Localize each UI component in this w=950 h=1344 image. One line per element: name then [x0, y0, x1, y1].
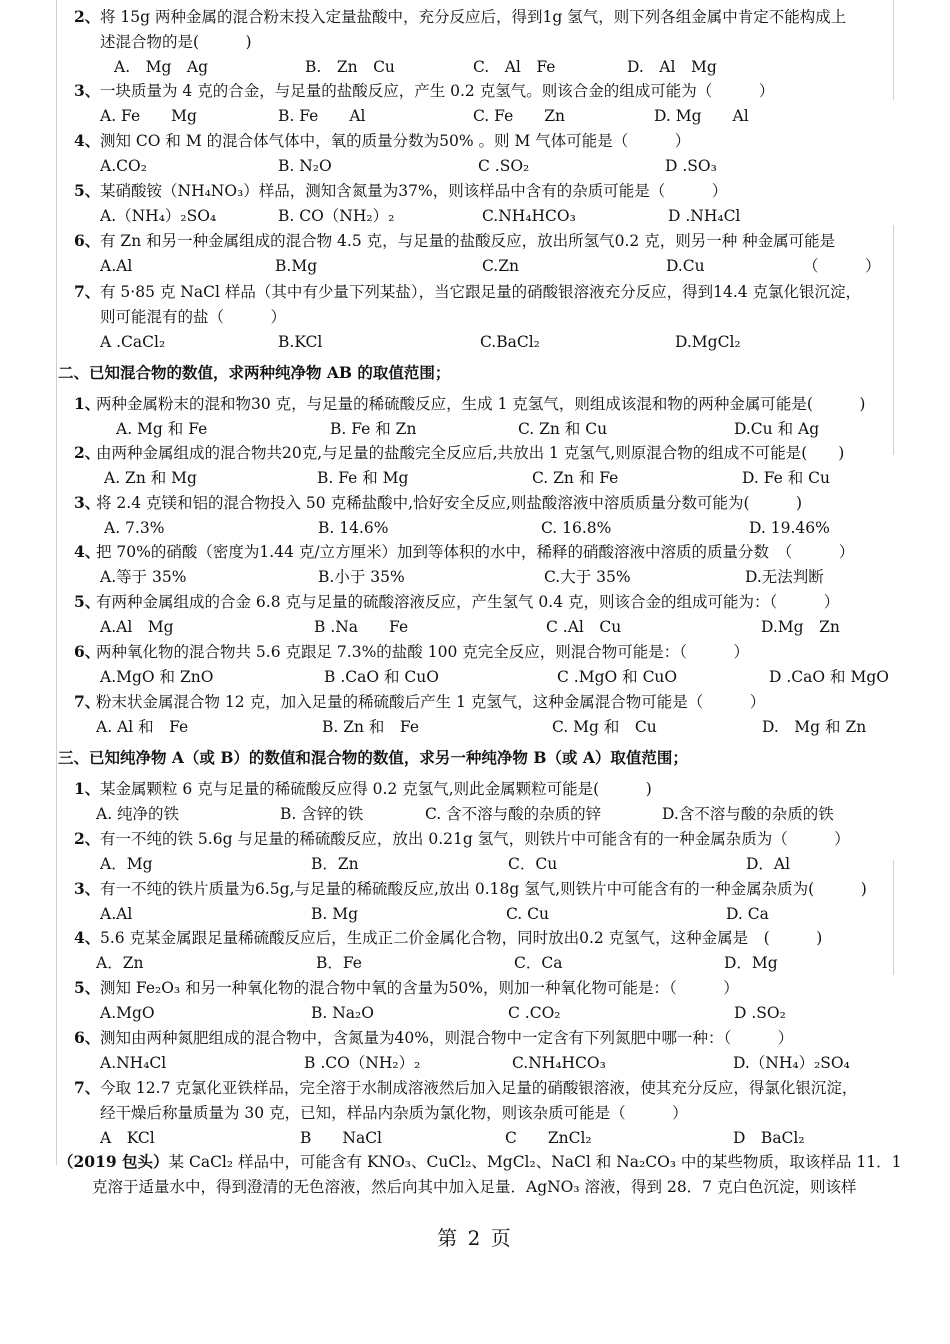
question-text: 某硝酸铵（NH₄NO₃）样品，测知含氮量为37%，则该样品中含有的杂质可能是（ ）	[100, 182, 728, 200]
answer-option: A. 纯净的铁	[96, 805, 180, 823]
frame-left-line	[56, 0, 57, 1165]
answer-option: A.NH₄Cl	[100, 1054, 167, 1072]
source-tag: （2019 包头）	[58, 1152, 169, 1171]
answer-option: B. N₂O	[278, 157, 332, 175]
answer-option: D .SO₃	[665, 157, 717, 175]
answer-option: D .CaO 和 MgO	[769, 668, 889, 686]
question-number: 7、	[74, 692, 101, 711]
answer-option: B. Fe 和 Mg	[317, 469, 409, 487]
answer-option: C.NH₄HCO₃	[512, 1054, 606, 1072]
answer-option: D.Mg Zn	[761, 618, 840, 636]
answer-option: C．Ca	[514, 954, 563, 972]
answer-option: B. Na₂O	[311, 1004, 374, 1022]
question-number: 5、	[74, 181, 101, 200]
answer-option: B.Mg	[275, 257, 318, 275]
answer-option: D. Mg Al	[654, 107, 749, 125]
answer-option: B.KCl	[278, 333, 323, 351]
question-text: 有两种金属组成的合金 6.8 克与足量的硫酸溶液反应，产生氢气 0.4 克，则该合金的组成可能为：（ ）	[96, 593, 840, 611]
answer-option: A.MgO 和 ZnO	[100, 668, 214, 686]
question-text: 测知由两种氮肥组成的混合物中，含氮量为40%，则混合物中一定含有下列氮肥中哪一种：（ ）	[100, 1029, 794, 1047]
answer-option: D.Cu 和 Ag	[734, 420, 820, 438]
answer-option: A.（NH₄）₂SO₄	[100, 207, 217, 225]
answer-option: D.MgCl₂	[675, 333, 741, 351]
answer-option: C. Fe Zn	[473, 107, 565, 125]
answer-option: B. 含锌的铁	[280, 805, 364, 823]
answer-option: B. CO（NH₂）₂	[278, 207, 395, 225]
question-number: 1、	[74, 779, 101, 798]
answer-option: D.Cu	[666, 257, 705, 275]
answer-option: A.MgO	[100, 1004, 155, 1022]
question-text-continued: 述混合物的是( )	[100, 33, 252, 51]
answer-option: B.小于 35%	[318, 568, 405, 586]
answer-option: B. 14.6%	[318, 519, 389, 537]
answer-paren: （ ）	[803, 257, 881, 275]
question-text: 粉末状金属混合物 12 克，加入足量的稀硫酸后产生 1 克氢气，这种金属混合物可能是（ ）	[96, 693, 766, 711]
answer-option: D. Al Mg	[627, 58, 717, 76]
question-number: 2、	[74, 829, 101, 848]
question-text: 将 2.4 克镁和铝的混合物投入 50 克稀盐酸中,恰好安全反应,则盐酸溶液中溶质质量分数可能为( )	[96, 494, 803, 512]
question-text: 一块质量为 4 克的合金，与足量的盐酸反应，产生 0.2 克氢气。则该合金的组成可能为（ ）	[100, 82, 775, 100]
question-text: 有一不纯的铁 5.6g 与足量的稀硫酸反应，放出 0.21g 氢气，则铁片中可能含有的一种金属杂质为（ ）	[100, 830, 850, 848]
answer-option: A.等于 35%	[100, 568, 187, 586]
question-number: 4、	[74, 542, 101, 561]
answer-option: C.大于 35%	[544, 568, 631, 586]
answer-option: B. Mg	[311, 905, 359, 923]
answer-option: D.无法判断	[745, 568, 824, 586]
answer-option: A.Al	[100, 905, 133, 923]
question-text: 某金属颗粒 6 克与足量的稀硫酸反应得 0.2 克氢气,则此金属颗粒可能是( )	[100, 780, 652, 798]
question-number: 1、	[74, 394, 101, 413]
question-number: 7、	[74, 282, 101, 301]
answer-option: D．Al	[746, 855, 791, 873]
answer-option: A. Al 和 Fe	[96, 718, 189, 736]
question-text: 将 15g 两种金属的混合粉末投入定量盐酸中，充分反应后，得到1g 氢气，则下列各组金属中肯定不能构成上	[100, 8, 847, 26]
answer-option: C. Mg 和 Cu	[552, 718, 657, 736]
question-number: 5、	[74, 978, 101, 997]
answer-option: A.CO₂	[100, 157, 147, 175]
answer-option: D. Fe 和 Cu	[742, 469, 831, 487]
answer-option: D．Mg	[724, 954, 778, 972]
question-number: 4、	[74, 928, 101, 947]
answer-option: D.含不溶与酸的杂质的铁	[662, 805, 834, 823]
question-number: 3、	[74, 81, 101, 100]
answer-option: A.Al Mg	[100, 618, 174, 636]
answer-option: A．Mg	[100, 855, 153, 873]
question-text-continued: 则可能混有的盐（ ）	[100, 308, 287, 326]
answer-option: A. Mg 和 Fe	[116, 420, 208, 438]
answer-option: A. 7.3%	[104, 519, 165, 537]
answer-option: B .Na Fe	[314, 618, 409, 636]
answer-option: A .CaCl₂	[100, 333, 166, 351]
answer-option: B NaCl	[300, 1129, 383, 1147]
answer-option: C.BaCl₂	[480, 333, 540, 351]
answer-option: D BaCl₂	[733, 1129, 805, 1147]
question-number: 6、	[74, 642, 101, 661]
answer-option: B .CaO 和 CuO	[324, 668, 439, 686]
answer-option: C .SO₂	[478, 157, 530, 175]
answer-option: B．Zn	[311, 855, 359, 873]
question-number: 2、	[74, 443, 101, 462]
answer-option: C.Zn	[482, 257, 519, 275]
answer-option: D. Mg 和 Zn	[762, 718, 867, 736]
answer-option: C. 含不溶与酸的杂质的锌	[425, 805, 602, 823]
answer-option: B．Fe	[316, 954, 362, 972]
question-number: 6、	[74, 231, 101, 250]
answer-option: D.（NH₄）₂SO₄	[733, 1054, 850, 1072]
question-number: 5、	[74, 592, 101, 611]
question-number: 2、	[74, 7, 101, 26]
final-problem-line1	[58, 1150, 950, 1174]
question-text: 两种氧化物的混合物共 5.6 克跟足 7.3%的盐酸 100 克完全反应，则混合物可能是：（ ）	[96, 643, 750, 661]
question-text: 5.6 克某金属跟足量稀硫酸反应后，生成正二价金属化合物，同时放出0.2 克氢气，这种金属是 ( )	[100, 929, 823, 947]
page-footer: 第 2 页	[437, 1226, 513, 1250]
answer-option: C. Cu	[506, 905, 550, 923]
answer-option: C. Zn 和 Cu	[518, 420, 608, 438]
answer-option: A. Fe Mg	[100, 107, 197, 125]
question-number: 7、	[74, 1078, 101, 1097]
answer-option: C. 16.8%	[541, 519, 612, 537]
question-text: 测知 Fe₂O₃ 和另一种氧化物的混合物中氧的含量为50%，则加一种氧化物可能是：（ ）	[100, 979, 739, 997]
section-heading-3: 三、已知纯净物 A（或 B）的数值和混合物的数值，求另一种纯净物 B（或 A）取值范围；	[58, 748, 688, 767]
question-text: 今取 12.7 克氯化亚铁样品，完全溶于水制成溶液然后加入足量的硝酸银溶液，使其充分反应，得氯化银沉淀，	[100, 1079, 858, 1097]
answer-option: C .CO₂	[508, 1004, 561, 1022]
answer-option: C ZnCl₂	[505, 1129, 592, 1147]
section-heading-2: 二、已知混合物的数值，求两种纯净物 AB 的取值范围；	[58, 363, 451, 382]
question-text: 有 5·85 克 NaCl 样品（其中有少量下列某盐），当它跟足量的硝酸银溶液充分反应，得到14.4 克氯化银沉淀，	[100, 283, 862, 301]
answer-option: D .NH₄Cl	[668, 207, 741, 225]
question-number: 3、	[74, 879, 101, 898]
final-problem-text: 某 CaCl₂ 样品中，可能含有 KNO₃、CuCl₂、MgCl₂、NaCl 和 Na₂CO₃ 中的某些物质，取该样品 11．1	[168, 1153, 902, 1171]
answer-option: A. Zn 和 Mg	[104, 469, 197, 487]
answer-option: A KCl	[100, 1129, 155, 1147]
question-text: 两种金属粉末的混和物30 克，与足量的稀硫酸反应，生成 1 克氢气，则组成该混和物的两种金属可能是( )	[96, 395, 866, 413]
answer-option: B. Zn Cu	[305, 58, 395, 76]
question-number: 3、	[74, 493, 101, 512]
question-number: 6、	[74, 1028, 101, 1047]
answer-option: D. 19.46%	[749, 519, 830, 537]
question-text: 把 70%的硝酸（密度为1.44 克/立方厘米）加到等体积的水中，稀释的硝酸溶液中溶质的质量分数 （ ）	[96, 543, 855, 561]
question-number: 4、	[74, 131, 101, 150]
answer-option: C. Al Fe	[473, 58, 556, 76]
answer-option: C. Zn 和 Fe	[532, 469, 619, 487]
question-text: 有 Zn 和另一种金属组成的混合物 4.5 克，与足量的盐酸反应，放出所氢气0.2 克，则另一种 种金属可能是	[100, 232, 836, 250]
answer-option: C.NH₄HCO₃	[482, 207, 576, 225]
question-text-continued: 经干燥后称量质量为 30 克，已知，样品内杂质为氯化物，则该杂质可能是（ ）	[100, 1104, 688, 1122]
answer-option: B .CO（NH₂）₂	[304, 1054, 421, 1072]
answer-option: B. Zn 和 Fe	[322, 718, 420, 736]
final-problem-line2: 克溶于适量水中，得到澄清的无色溶液，然后向其中加入足量．AgNO₃ 溶液，得到 28．7 克白色沉淀，则该样	[92, 1178, 857, 1196]
question-text: 有一不纯的铁片质量为6.5g,与足量的稀硫酸反应,放出 0.18g 氢气,则铁片中可能含有的一种金属杂质为( )	[100, 880, 867, 898]
answer-option: A．Zn	[96, 954, 144, 972]
answer-option: B. Fe 和 Zn	[330, 420, 417, 438]
answer-option: B. Fe Al	[278, 107, 366, 125]
answer-option: D .SO₂	[734, 1004, 786, 1022]
answer-option: C．Cu	[508, 855, 558, 873]
answer-option: D. Ca	[726, 905, 769, 923]
question-text: 测知 CO 和 M 的混合体气体中，氧的质量分数为50% 。则 M 气体可能是（ ）	[100, 132, 691, 150]
answer-option: C .Al Cu	[546, 618, 622, 636]
answer-option: A. Mg Ag	[114, 58, 209, 76]
question-text: 由两种金属组成的混合物共20克,与足量的盐酸完全反应后,共放出 1 克氢气,则原混合物的组成不可能是( )	[96, 444, 845, 462]
answer-option: A.Al	[100, 257, 133, 275]
answer-option: C .MgO 和 CuO	[557, 668, 678, 686]
